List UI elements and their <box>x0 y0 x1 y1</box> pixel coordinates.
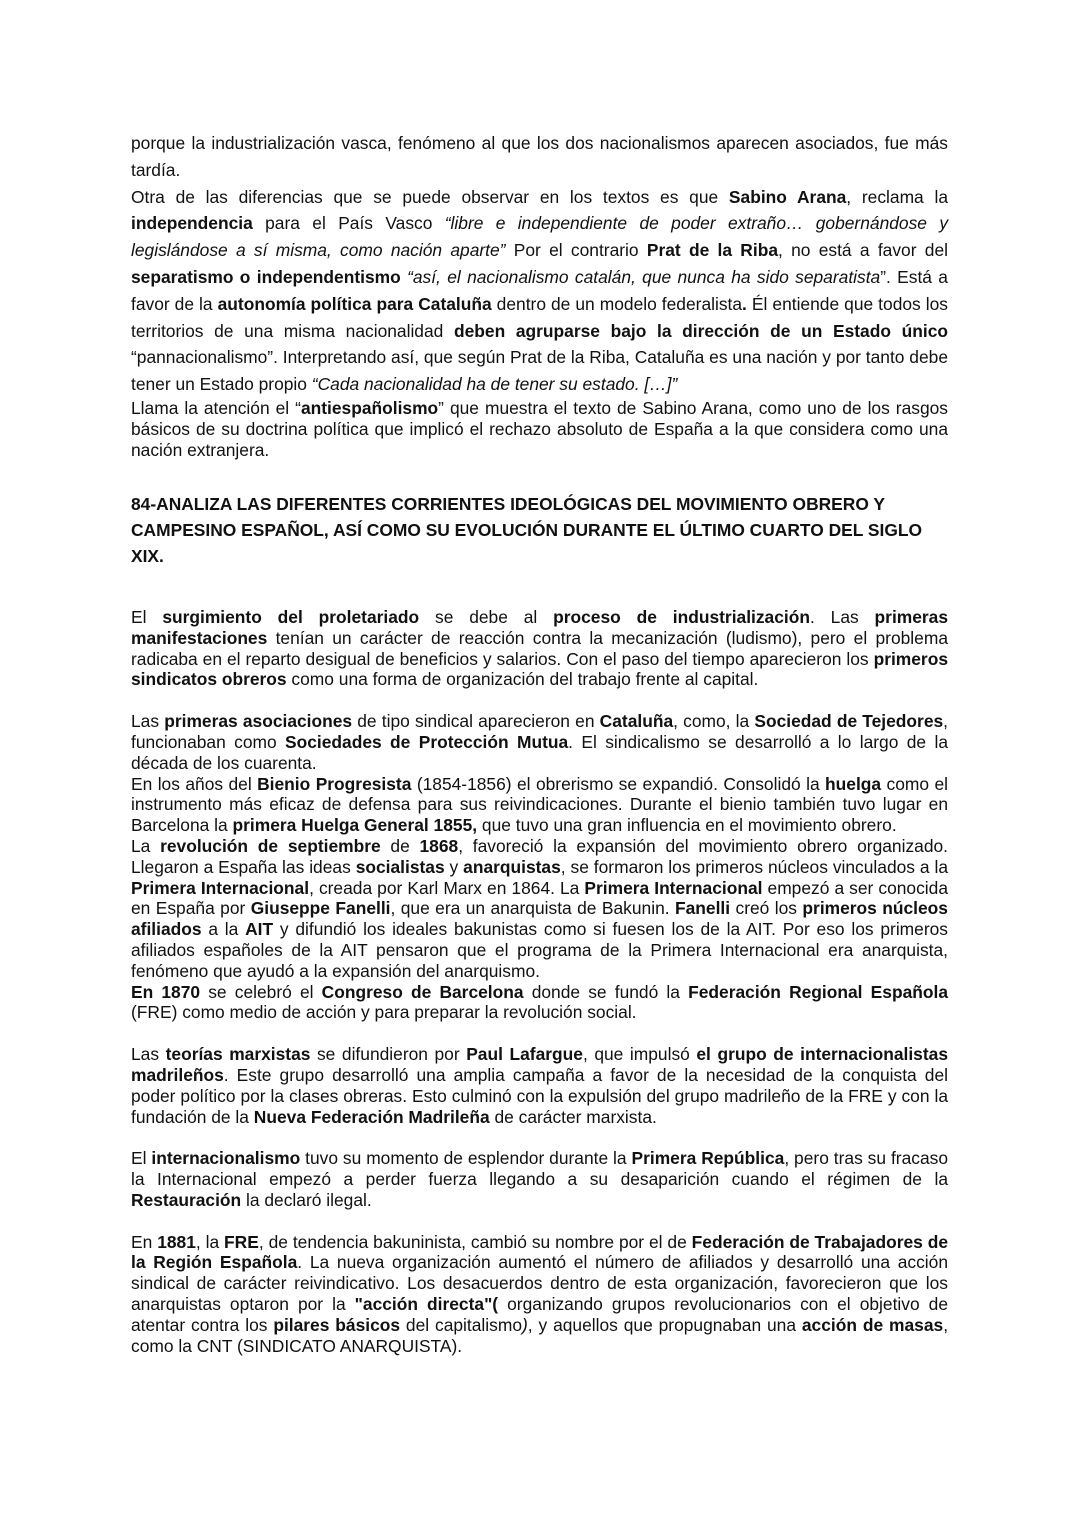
text-run: porque la industrialización vasca, fenómeno al que los dos nacionalismos aparecen asociados, fue más tardía. <box>131 133 948 180</box>
text-run: , que impulsó <box>582 1044 697 1065</box>
text-run: , de tendencia bakuninista, cambió su nombre por el de <box>258 1231 692 1252</box>
bold-term: AIT <box>245 919 274 940</box>
text-run: Por el contrario <box>505 240 647 261</box>
bold-term: FRE <box>224 1231 259 1252</box>
bold-term: 1881 <box>157 1231 196 1252</box>
bold-term: Primera República <box>631 1148 785 1169</box>
text-run: , la <box>195 1231 225 1252</box>
bold-term: autonomía política para Cataluña <box>217 293 492 314</box>
bold-term: Federación de Trabajadores de la Región Española <box>131 1231 949 1273</box>
document-page <box>131 130 948 1356</box>
bold-term: antiespañolismo <box>300 397 439 418</box>
text-run: . El sindicalismo se desarrolló a lo largo de la década de los cuarenta. <box>131 731 948 773</box>
bold-term: 1868 <box>419 835 459 856</box>
text-run: En <box>131 1231 158 1252</box>
text-run: tuvo su momento de esplendor durante la <box>300 1148 632 1169</box>
bold-term: acción de masas <box>801 1314 944 1335</box>
paragraph <box>131 130 948 184</box>
text-run: creó los <box>730 898 803 919</box>
bold-term: Giuseppe Fanelli <box>250 898 391 919</box>
bold-term: Cataluña <box>599 711 674 732</box>
paragraph <box>131 711 948 773</box>
text-run: , creada por Karl Marx en 1864. La <box>309 877 585 898</box>
paragraph <box>131 982 948 1024</box>
text-run: y difundió los ideales bakunistas como si fuesen los de la AIT. Por eso los primeros afiliados españoles de la AIT pensaron que el programa de la Primera Internacional era anarquista, fenómeno que ayudó a la expansión del anarquismo. <box>131 919 949 981</box>
bold-term: . <box>742 293 747 314</box>
bold-term: Sociedad de Tejedores <box>754 711 944 732</box>
bold-term: Restauración <box>131 1189 242 1210</box>
paragraph <box>131 184 948 398</box>
text-run: , pero tras su fracaso la Internacional empezó a perder fuerza llegando a su desaparición cuando el régimen de la <box>131 1148 948 1190</box>
text-run: El <box>131 606 163 627</box>
text-run: se difundieron por <box>310 1044 467 1065</box>
text-run: se debe al <box>419 606 554 627</box>
text-run: del capitalismo <box>400 1314 522 1335</box>
text-run: que tuvo una gran influencia en el movimiento obrero. <box>477 815 897 836</box>
quotation: “Cada nacionalidad ha de tener su estado. […]” <box>311 374 678 395</box>
text-run: “pannacionalismo”. Interpretando así, que según Prat de la Riba, Cataluña es una nación y por tanto debe tener un Estado propio <box>131 347 948 395</box>
bold-term: En 1870 <box>131 981 201 1002</box>
bold-term: primeros sindicatos obreros <box>131 648 948 690</box>
text-run: En los años del <box>131 773 258 794</box>
text-run: y <box>444 856 464 877</box>
text-run: , que era un anarquista de Bakunin. <box>390 898 675 919</box>
text-run: Llama la atención el “ <box>131 397 301 418</box>
text-run: la declaró ilegal. <box>241 1189 372 1210</box>
text-run: Él entiende que todos los territorios de una misma nacionalidad <box>131 293 948 341</box>
bold-term: Federación Regional Española <box>688 981 948 1002</box>
text-run: como el instrumento más eficaz de defensa para sus reivindicaciones. Durante el bienio también tuvo lugar en Barcelona la <box>131 773 949 836</box>
bold-term: Congreso de Barcelona <box>321 981 524 1002</box>
text-run: . Este grupo desarrolló una amplia campaña a favor de la necesidad de la conquista del poder político por la clases obreras. Esto culminó con la expulsión del grupo madrileño de la FRE y con la fundación de la <box>131 1064 948 1127</box>
bold-term: Primera Internacional <box>584 877 763 898</box>
bold-term: revolución de septiembre <box>160 835 381 856</box>
text-run: , favoreció la expansión del movimiento obrero organizado. Llegaron a España las ideas <box>131 835 948 877</box>
bold-term: surgimiento del proletariado <box>162 606 420 627</box>
bold-term: Sociedades de Protección Mutua <box>285 731 569 752</box>
bold-term: Fanelli <box>675 898 731 919</box>
text-run: para el País Vasco <box>252 213 445 234</box>
bold-term: anarquistas <box>463 856 561 877</box>
text-run: de <box>380 835 420 856</box>
bold-term: Sabino Arana <box>728 186 847 207</box>
bold-term: teorías marxistas <box>165 1044 311 1065</box>
bold-term: proceso de industrialización <box>553 606 810 627</box>
text-run: donde se fundó la <box>523 981 689 1002</box>
text-run: dentro de un modelo federalista <box>491 293 743 314</box>
text-run: tenían un carácter de reacción contra la mecanización (ludismo), pero el problema radicaba en el reparto desigual de beneficios y salarios. Con el paso del tiempo aparecieron los <box>131 627 948 669</box>
quotation: “libre e independiente de poder extraño… gobernándose y legislándose a sí misma, como nación aparte” <box>131 213 949 261</box>
text-run: , y aquellos que propugnaban una <box>527 1314 802 1335</box>
text-run: (FRE) como medio de acción y para preparar la revolución social. <box>131 1002 637 1023</box>
text-run: , se formaron los primeros núcleos vinculados a la <box>560 856 949 877</box>
paragraph <box>131 1232 948 1357</box>
bold-term: primeros núcleos afiliados <box>131 898 948 940</box>
text-run: , como la CNT (SINDICATO ANARQUISTA). <box>131 1314 949 1356</box>
text-run: El <box>131 1148 152 1169</box>
paragraph <box>131 774 948 836</box>
text-run: , como, la <box>673 711 755 732</box>
paragraph <box>131 607 948 690</box>
text-run: Las <box>131 711 165 732</box>
bold-term: Primera Internacional <box>131 877 310 898</box>
text-run: de carácter marxista. <box>489 1106 657 1127</box>
text-run: como una forma de organización del trabajo frente al capital. <box>286 669 759 690</box>
bold-term: primeras asociaciones <box>164 711 353 732</box>
bold-term: Prat de la Riba <box>646 240 778 261</box>
paragraph <box>131 836 948 982</box>
bold-term: separatismo o independentismo <box>131 266 401 287</box>
text-run: , no está a favor del <box>778 240 948 261</box>
bold-term: internacionalismo <box>151 1148 301 1169</box>
bold-term: Paul Lafargue <box>466 1044 583 1065</box>
text-run: a la <box>201 919 246 940</box>
text-run: organizando grupos revolucionarios con el objetivo de atentar contra los <box>131 1294 949 1335</box>
text-run: , reclama la <box>846 186 949 207</box>
section-nationalisms <box>131 130 948 461</box>
section-labor-movement <box>131 607 948 1357</box>
quotation: ) <box>522 1314 528 1335</box>
bold-term: primeras manifestaciones <box>131 606 949 648</box>
text-run: , funcionaban como <box>131 711 949 752</box>
paragraph <box>131 1148 948 1210</box>
text-run: se celebró el <box>200 981 322 1002</box>
text-run: empezó a ser conocida en España por <box>131 877 948 919</box>
quotation: “así, el nacionalismo catalán, que nunca ha sido separatista <box>407 266 881 287</box>
bold-term: socialistas <box>355 856 445 877</box>
text-run: (1854-1856) el obrerismo se expandió. Consolidó la <box>411 773 826 794</box>
text-run: ”. Está a favor de la <box>131 266 948 314</box>
paragraph <box>131 398 948 461</box>
bold-term: Nueva Federación Madrileña <box>253 1106 490 1127</box>
bold-term: deben agruparse bajo la dirección de un Estado único <box>453 320 948 341</box>
text-run: . Las <box>809 606 875 627</box>
text-run: La <box>131 835 161 856</box>
bold-term: independencia <box>131 213 253 234</box>
text-run: . La nueva organización aumentó el número de afiliados y desarrolló una acción sindical de carácter reivindicativo. Los desacuerdos dentro de esta organización, favorecieron que los anarquistas optaron por la <box>131 1252 949 1315</box>
bold-term: pilares básicos <box>273 1314 401 1335</box>
section-heading: 84-ANALIZA LAS DIFERENTES CORRIENTES IDEOLÓGICAS DEL MOVIMIENTO OBRERO Y CAMPESINO ESPAÑOL, ASÍ COMO SU EVOLUCIÓN DURANTE EL ÚLTIMO CUARTO DEL SIGLO XIX. <box>131 493 922 566</box>
text-run: de tipo sindical aparecieron en <box>352 711 600 732</box>
bold-term: huelga <box>825 773 882 794</box>
bold-term: el grupo de internacionalistas madrileños <box>131 1044 948 1085</box>
text-run: Las <box>131 1044 166 1065</box>
text-run: ” que muestra el texto de Sabino Arana, como uno de los rasgos básicos de su doctrina política que implicó el rechazo absoluto de España a la que considera como una nación extranjera. <box>131 397 948 460</box>
bold-term: Bienio Progresista <box>257 773 412 794</box>
paragraph <box>131 1044 948 1127</box>
text-run: Otra de las diferencias que se puede observar en los textos es que <box>131 186 729 207</box>
bold-term: "acción directa"( <box>354 1294 499 1315</box>
bold-term: primera Huelga General 1855, <box>232 815 478 836</box>
